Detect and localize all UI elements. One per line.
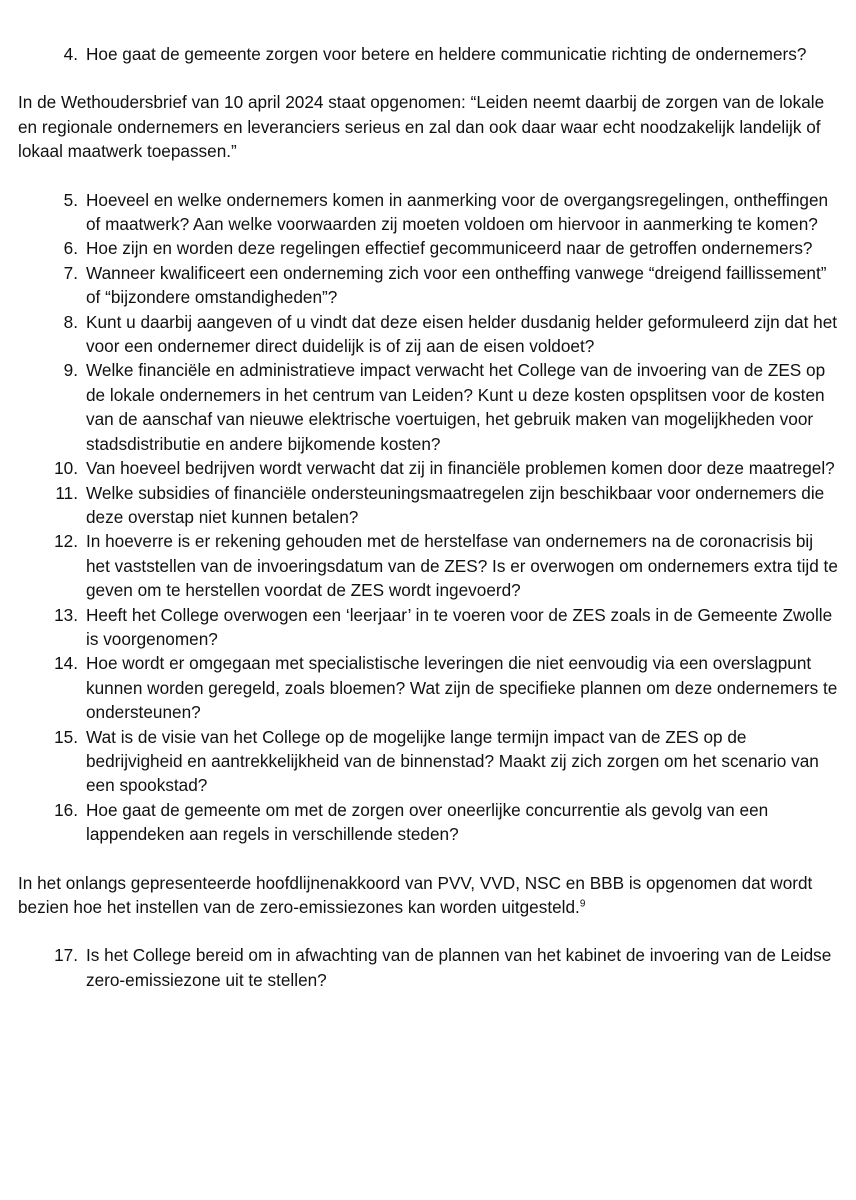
item-text: Is het College bereid om in afwachting van de plannen van het kabinet de invoering van de Leidse zero-emissiezone uit te stellen? <box>86 945 832 990</box>
question-list-b <box>18 188 838 847</box>
list-item <box>18 529 838 602</box>
item-text: Heeft het College overwogen een ‘leerjaar’ in te voeren voor de ZES zoals in de Gemeente Zwolle is voorgenomen? <box>86 604 833 649</box>
item-text: Kunt u daarbij aangeven of u vindt dat deze eisen helder dusdanig helder geformuleerd zijn dat het voor een ondernemer direct duidelijk is of zij aan de eisen voldoet? <box>86 311 838 357</box>
item-text: Hoe wordt er omgegaan met specialistische leveringen die niet eenvoudig via een overslagpunt kunnen worden geregeld, zoals bloemen? Wat zijn de specifieke plannen om deze ondernemers te ondersteunen? <box>86 653 838 723</box>
item-number: 12. <box>54 531 78 552</box>
item-text: Hoe gaat de gemeente zorgen voor betere en heldere communicatie richting de ondernemers? <box>86 44 807 64</box>
list-item <box>18 651 838 724</box>
item-text: Van hoeveel bedrijven wordt verwacht dat zij in financiële problemen komen door deze maatregel? <box>86 458 835 479</box>
footnote-marker[interactable]: 9 <box>579 898 586 910</box>
item-text: Hoeveel en welke ondernemers komen in aanmerking voor de overgangsregelingen, ontheffingen of maatwerk? Aan welke voorwaarden zij moeten voldoen om hiervoor in aanmerking te komen? <box>86 189 829 235</box>
item-text: In hoeverre is er rekening gehouden met de herstelfase van ondernemers na de coronacrisis bij het vaststellen van de invoeringsdatum van de ZES? Is er overwogen om ondernemers extra tijd te geven om te herstellen voordat de ZES wordt ingevoerd? <box>86 531 838 601</box>
item-number: 13. <box>54 604 78 625</box>
item-number: 17. <box>54 945 78 966</box>
list-item <box>18 261 838 310</box>
item-number: 7. <box>63 262 78 283</box>
list-item <box>18 725 838 798</box>
item-text: Welke subsidies of financiële ondersteuningsmaatregelen zijn beschikbaar voor ondernemers die deze overstap niet kunnen betalen? <box>86 482 825 527</box>
item-number: 16. <box>54 799 78 820</box>
question-list-c <box>18 943 838 992</box>
list-item <box>18 603 838 652</box>
list-item <box>18 188 838 237</box>
question-list-a <box>18 42 838 66</box>
list-item <box>18 943 838 992</box>
item-text: Hoe zijn en worden deze regelingen effectief gecommuniceerd naar de getroffen ondernemers? <box>86 238 813 259</box>
item-text: Hoe gaat de gemeente om met de zorgen over oneerlijke concurrentie als gevolg van een lappendeken aan regels in verschillende steden? <box>86 799 769 845</box>
document-page <box>18 42 838 992</box>
item-number: 10. <box>54 458 78 479</box>
item-number: 4. <box>63 44 78 64</box>
list-item <box>18 310 838 359</box>
item-number: 5. <box>63 189 78 210</box>
item-number: 9. <box>63 360 78 381</box>
item-number: 6. <box>63 238 78 259</box>
item-text: Wat is de visie van het College op de mogelijke lange termijn impact van de ZES op de bedrijvigheid en aantrekkelijkheid van de binnenstad? Maakt zij zich zorgen om het scenario van een spookstad? <box>86 726 819 796</box>
list-item <box>18 481 838 530</box>
item-number: 14. <box>54 653 78 674</box>
item-number: 8. <box>63 311 78 332</box>
paragraph-text: In het onlangs gepresenteerde hoofdlijnenakkoord van PVV, VVD, NSC en BBB is opgenomen dat wordt bezien hoe het instellen van de zero-emissiezones kan worden uitgesteld. <box>18 872 813 917</box>
item-number: 15. <box>54 726 78 747</box>
list-item <box>18 798 838 847</box>
paragraph-wethoudersbrief: In de Wethoudersbrief van 10 april 2024 staat opgenomen: “Leiden neemt daarbij de zorgen van de lokale en regionale ondernemers en leveranciers serieus en zal dan ook daar waar echt noodzakelijk landelijk of lokaal maatwerk toepassen.” <box>18 92 825 162</box>
item-number: 11. <box>55 482 78 503</box>
item-text: Wanneer kwalificeert een onderneming zich voor een ontheffing vanwege “dreigend faillissement” of “bijzondere omstandigheden”? <box>86 262 827 308</box>
list-item <box>18 358 838 456</box>
paragraph-hoofdlijnenakkoord <box>18 871 838 920</box>
item-text: Welke financiële en administratieve impact verwacht het College van de invoering van de ZES op de lokale ondernemers in het centrum van Leiden? Kunt u deze kosten opsplitsen voor de kosten van de aanschaf van nieuwe elektrische voertuigen, het gebruik maken van mogelijkheden voor stadsdistributie en andere bijkomende kosten? <box>86 360 826 454</box>
list-item <box>18 236 838 260</box>
list-item <box>18 42 838 66</box>
list-item <box>18 456 838 480</box>
